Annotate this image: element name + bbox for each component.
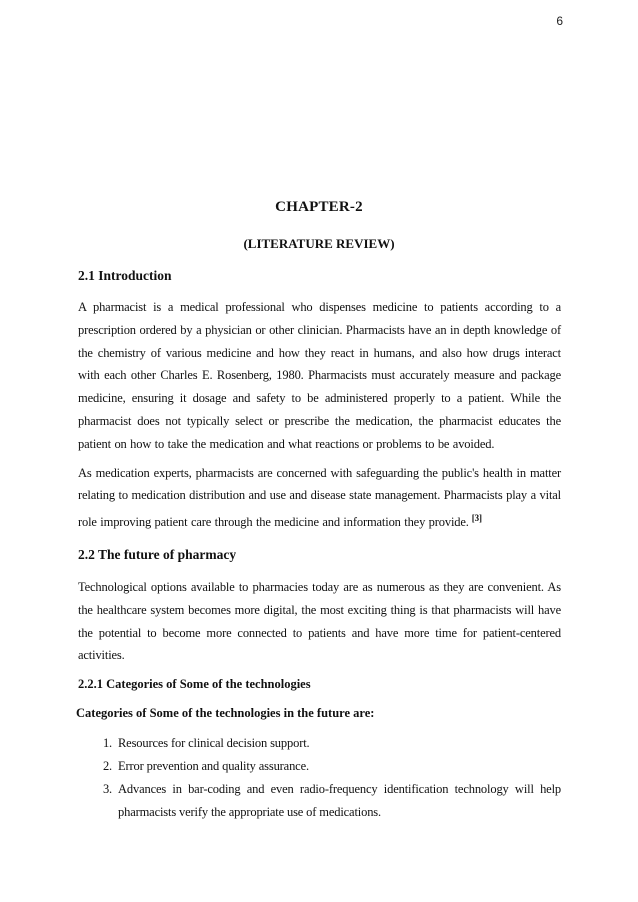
paragraph-introduction-1: A pharmacist is a medical professional who dispenses medicine to patients according to a prescription ordered by a physician or other clinician. Pharmacists have an in depth knowledge of the chemistry of various medicine and how they react in humans, and also how drugs interact with each other Charles E. Rosenberg, 1980. Pharmacists must accurately measure and package medicine, ensuring it dosage and safety to be administered properly to a patient. While the pharmacist does not typically select or prescribe the medication, the pharmacist educates the patient on how to take the medication and what reactions or problems to be avoided. xyxy=(78,300,561,451)
document-body xyxy=(78,266,561,823)
paragraph-introduction-2 xyxy=(78,462,561,534)
citation-marker: [3] xyxy=(471,513,482,524)
list-item: 2. Error prevention and quality assurance. xyxy=(115,755,561,778)
section-heading-future: 2.2 The future of pharmacy xyxy=(78,546,237,562)
subsection-heading-categories: 2.2.1 Categories of Some of the technologies xyxy=(78,677,311,692)
list-item: 1. Resources for clinical decision support. xyxy=(115,732,561,755)
paragraph-future: Technological options available to pharmacies today are as numerous as they are convenient. As the healthcare system becomes more digital, the most exciting thing is that pharmacists will have the potential to become more connected to patients and have more time for patient-centered activities. xyxy=(78,579,561,663)
paragraph-introduction-2-text: As medication experts, pharmacists are concerned with safeguarding the public's health in matter relating to medication distribution and use and disease state management. Pharmacists play a vital role improving patient care through the medicine and information they provide. xyxy=(78,465,561,530)
page-number: 6 xyxy=(556,14,563,28)
chapter-title: CHAPTER-2 xyxy=(275,199,363,215)
list-item: 3. Advances in bar-coding and even radio-frequency identification technology will help pharmacists verify the appropriate use of medications. xyxy=(115,778,561,824)
categories-list xyxy=(78,732,561,823)
categories-intro-label: Categories of Some of the technologies in the future are: xyxy=(76,706,375,721)
section-heading-introduction: 2.1 Introduction xyxy=(78,268,172,283)
chapter-subtitle: (LITERATURE REVIEW) xyxy=(243,236,395,251)
